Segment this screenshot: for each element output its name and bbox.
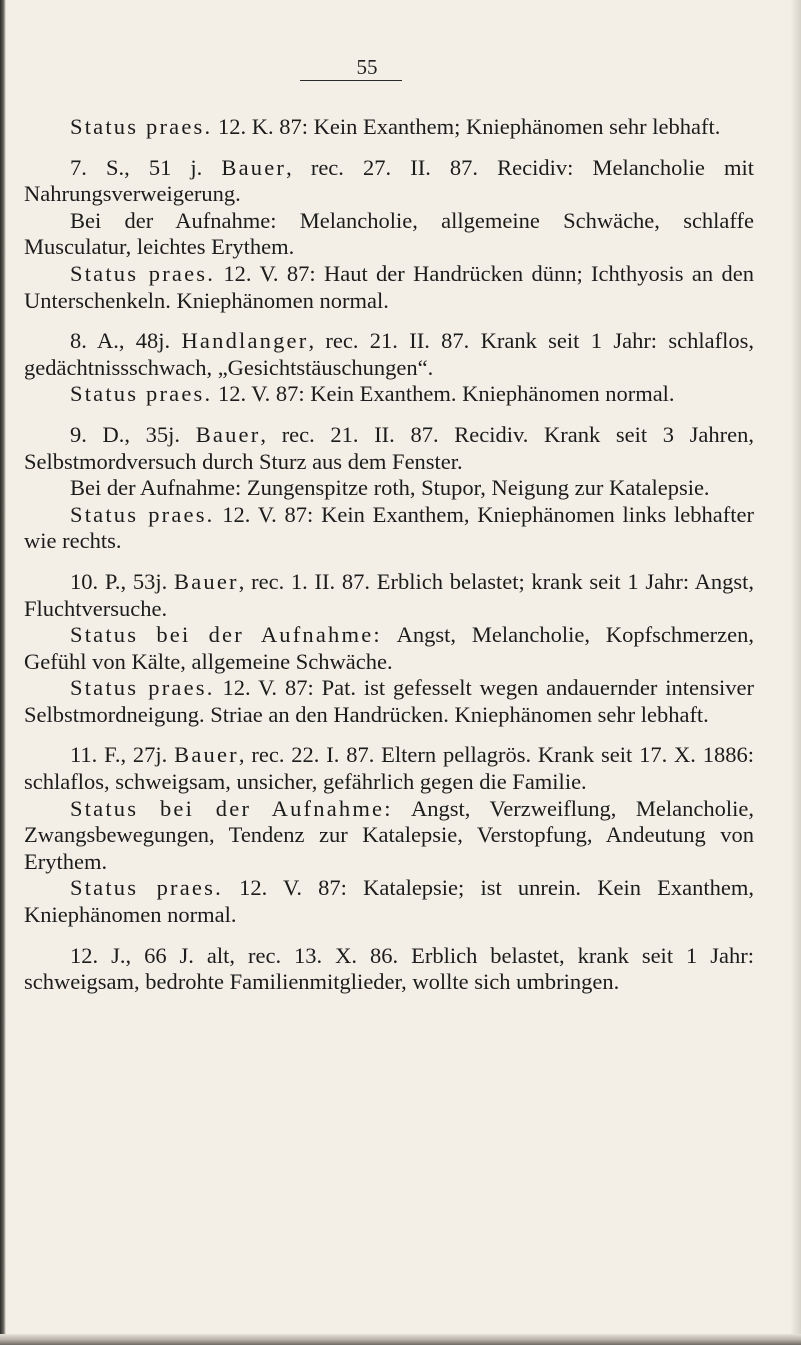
paragraph-text: Bei der Aufnahme: Melancholie, allgemeine Schwäche, schlaffe Musculatur, leichtes Erythem. [24, 207, 754, 260]
spaced-lead: Status praes. [70, 260, 216, 286]
spaced-lead: Bauer [174, 742, 239, 768]
paragraph-case-10 [24, 569, 754, 622]
paragraph-case-8 [24, 328, 754, 381]
paragraph-text: 12. V. 87: Kein Exanthem, Kniephänomen links lebhafter wie rechts. [24, 501, 754, 554]
paragraph-text: 12. V. 87: Katalepsie; ist unrein. Kein Exanthem, Kniephänomen normal. [24, 875, 754, 928]
spaced-lead: Status praes. [70, 875, 223, 901]
paragraph-text: 12. K. 87: Kein Exanthem; Kniephänomen sehr lebhaft. [212, 114, 721, 139]
paragraph-status-7 [24, 261, 754, 314]
paragraph-text: 12. V. 87: Kein Exanthem. Kniephänomen normal. [212, 381, 675, 407]
case-prefix: 8. A., 48j. [70, 328, 182, 354]
paragraph-text: Bei der Aufnahme: Zungenspitze roth, Stupor, Neigung zur Katalepsie. [70, 475, 710, 501]
paragraph-1 [24, 114, 754, 141]
paragraph-admission-7 [24, 208, 754, 261]
spaced-lead: Status praes. [70, 675, 215, 701]
paragraph-text: Angst, Melancholie, Kopfschmerzen, Gefühl von Kälte, allgemeine Schwäche. [24, 622, 754, 674]
page-number-rule [300, 80, 402, 81]
page-number: 55 [356, 55, 378, 79]
paragraph-case-11 [24, 742, 754, 795]
paragraph-text: 12. V. 87: Pat. ist gefesselt wegen andauernder intensiver Selbstmordneigung. Striae an den Handrücken. Kniephänomen sehr lebhaft. [24, 675, 754, 727]
page-right-shade [790, 0, 801, 1345]
page-left-edge [0, 0, 6, 1345]
paragraph-admission-10 [24, 622, 754, 675]
paragraph-admission-9 [24, 475, 754, 502]
case-prefix: 10. P., 53j. [70, 568, 174, 594]
paragraph-admission-11 [24, 796, 754, 876]
paragraph-status-8 [24, 381, 754, 408]
spaced-lead: Status praes. [70, 114, 213, 139]
paragraph-text: 12. V. 87: Haut der Handrücken dünn; Ichthyosis an den Unterschenkeln. Kniephänomen normal. [24, 260, 754, 313]
paragraph-text: , rec. 27. II. 87. Recidiv: Melancholie mit Nahrungsverweigerung. [24, 154, 754, 207]
body-text [24, 114, 754, 996]
paragraph-text: , rec. 21. II. 87. Krank seit 1 Jahr: schlaflos, gedächtnissschwach, „Gesichtstäuschungen“. [24, 328, 754, 380]
paragraph-text: , rec. 1. II. 87. Erblich belastet; krank seit 1 Jahr: Angst, Fluchtversuche. [24, 568, 754, 621]
case-prefix: 11. F., 27j. [70, 742, 175, 768]
paragraph-case-12 [24, 943, 754, 996]
spaced-lead: Status bei der Aufnahme: [70, 795, 393, 821]
spaced-lead: Handlanger [181, 328, 309, 354]
case-prefix: 7. S., 51 j. [70, 154, 222, 180]
spaced-lead: Status praes. [70, 501, 215, 527]
spaced-lead: Status praes. [70, 381, 213, 407]
paragraph-text: , rec. 22. I. 87. Eltern pellagrös. Krank seit 17. X. 1886: schlaflos, schweigsam, unsicher, gefährlich gegen die Familie. [24, 742, 754, 795]
paragraph-status-9 [24, 502, 754, 555]
case-prefix: 9. D., 35j. [70, 421, 196, 447]
paragraph-case-7 [24, 155, 754, 208]
paragraph-text: Angst, Verzweiflung, Melancholie, Zwangsbewegungen, Tendenz zur Katalepsie, Verstopfung, Andeutung von Erythem. [24, 795, 754, 874]
paragraph-status-11 [24, 875, 754, 928]
spaced-lead: Bauer [174, 568, 239, 594]
spaced-lead: Status bei der Aufnahme: [70, 622, 382, 648]
paragraph-status-10 [24, 675, 754, 728]
page-bottom-edge [0, 1334, 801, 1345]
paragraph-case-9 [24, 422, 754, 475]
paragraph-text: , rec. 21. II. 87. Recidiv. Krank seit 3 Jahren, Selbstmordversuch durch Sturz aus dem Fenster. [24, 421, 755, 474]
spaced-lead: Bauer [195, 421, 261, 447]
case-prefix: 12. J., 66 J. alt, rec. 13. X. 86. Erblich belastet, krank seit 1 Jahr: schweigsam, bedrohte Familienmitglieder, wollte sich umbringen. [24, 942, 754, 995]
spaced-lead: Bauer [221, 154, 287, 180]
